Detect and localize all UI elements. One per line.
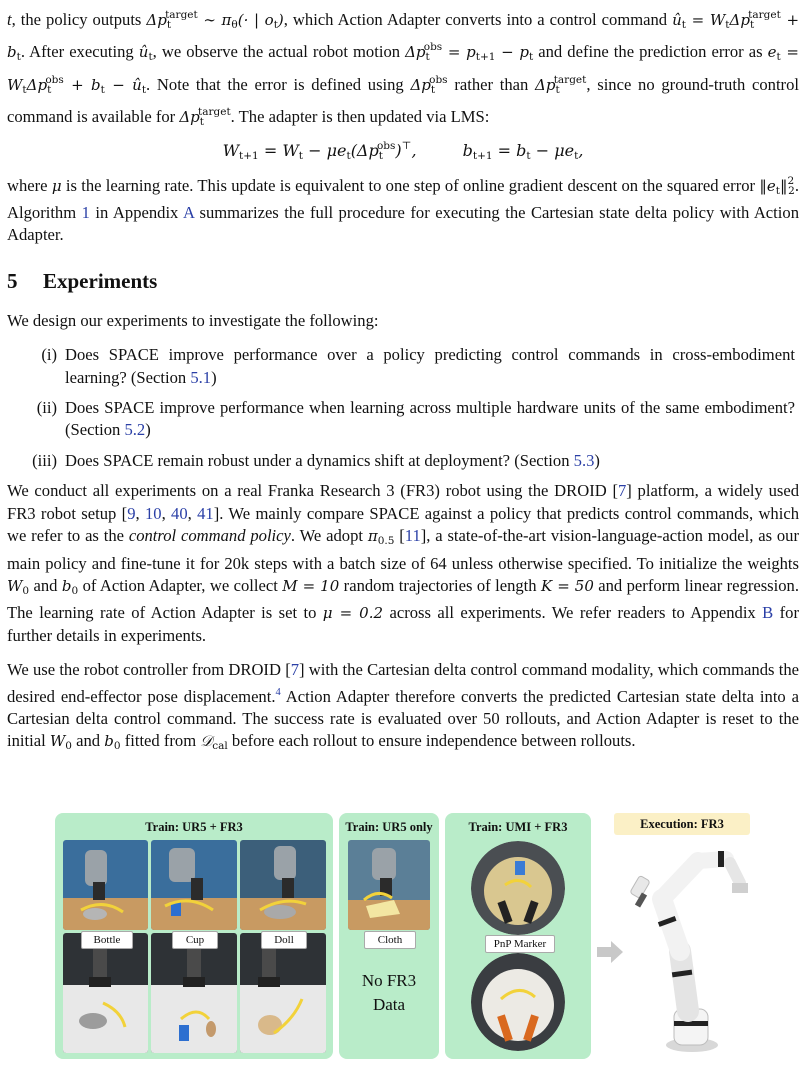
text-run: , since no ground-truth control command is available for	[7, 74, 799, 127]
panel-title: Train: UR5 only	[345, 820, 433, 834]
photo-fr3-fisheye	[471, 953, 565, 1051]
math-inline: μ	[51, 176, 62, 195]
text-run: We conduct all experiments on a real Franka Research 3 (FR3) robot using the DROID [	[7, 481, 618, 501]
paragraph-intro: We design our experiments to investigate the following:	[7, 310, 379, 330]
question-text	[65, 344, 799, 389]
citation-link[interactable]: 9	[127, 503, 136, 523]
text-run: ] with the Cartesian delta control command modality, which commands the desired end-effector pose displacement.	[7, 660, 799, 706]
question-item	[7, 397, 799, 442]
section-heading	[7, 269, 799, 294]
paragraph-adapter-update	[7, 4, 799, 134]
math-inline: $b_0$	[61, 576, 79, 597]
text-run: is the learning rate. This update is equivalent to one step of online gradient descent on the squared error	[61, 175, 760, 195]
fr3-robot-illustration	[622, 839, 762, 1055]
emphasis-text: control command policy	[128, 526, 291, 546]
panel-title: Train: UR5 + FR3	[145, 820, 243, 834]
citation-link[interactable]: 7	[290, 660, 300, 680]
footnote-link[interactable]: 4	[275, 686, 281, 698]
citation-link[interactable]: 10	[144, 503, 162, 523]
text-run: for further details in experiments.	[7, 603, 799, 645]
math-inline: μ = 0.2	[322, 604, 384, 623]
panel-train-ur5-fr3	[55, 813, 333, 1059]
math-inline: $‖e_t‖^2_2$	[759, 174, 795, 197]
no-fr3-data-text	[339, 969, 439, 1017]
text-run: )	[211, 367, 217, 387]
text-run: Does SPACE improve performance over a policy predicting control commands in cross-embodiment learning? (Section	[65, 345, 795, 387]
photo-fr3-cup	[151, 933, 237, 1053]
arrow-right-icon	[597, 941, 623, 963]
citation-link[interactable]: 41	[197, 503, 214, 523]
text-run: and define the prediction error as	[538, 42, 768, 62]
label-cup: Cup	[172, 931, 218, 949]
panel-title: Train: UMI + FR3	[468, 820, 568, 834]
question-item	[7, 450, 799, 472]
no-fr3-line: Data	[372, 995, 406, 1014]
paper-page	[7, 4, 799, 758]
question-number: (iii)	[32, 450, 57, 470]
no-fr3-line: No FR3	[361, 971, 417, 990]
question-number: (ii)	[36, 398, 57, 418]
photo-fr3-bottle	[63, 933, 148, 1053]
label-doll: Doll	[261, 931, 307, 949]
appendix-link[interactable]: B	[762, 603, 774, 623]
paragraph-controller	[7, 659, 799, 758]
math-inline: $û_t$	[138, 43, 153, 64]
lms-update-equation: $W_{t+1} = W_t - \mu e_t(\Delta p_t^{obs})^⊤$, $b_{t+1} = b_t - \mu e_t$,	[222, 139, 584, 162]
section-title: Experiments	[43, 268, 158, 293]
math-inline: $û_t = W_t\Delta p_t^{target} + b_t$	[7, 9, 800, 64]
text-run: random trajectories of length	[339, 575, 541, 595]
text-run: )	[145, 420, 151, 440]
text-run: [	[394, 526, 405, 546]
text-run: fitted from	[120, 731, 201, 751]
paragraph-setup: We conduct all experiments on a real Franka Research 3 (FR3) robot using the DROID [7] platform, a widely used FR3 robot setup [9, 10, 40, 41]. We mainly compare SPACE against a policy that predicts control commands, which we refer to as the control command policy. We adopt $\pi_{0.5}$ [11], a state-of-the-art vision-language-action model, as our main policy and fine-tune it for 20k steps with a batch size of 64 unless otherwise specified. To initialize the weights $W_0$ and $b_0$ of Action Adapter, we collect M = 10 random trajectories of length K = 50 and perform linear regression. The learning rate of Action Adapter is set to μ = 0.2 across all experiments. We refer readers to Appendix B for further details in experiments.	[7, 481, 800, 645]
text-run: ]. We mainly compare SPACE against a policy that predicts control commands, which we refer to as the	[7, 503, 799, 546]
photo-umi-fisheye	[471, 841, 565, 935]
math-inline: $b_0$	[104, 732, 121, 753]
text-run: . We adopt	[290, 526, 368, 546]
photo-ur5-doll	[240, 840, 326, 930]
text-run: Action Adapter therefore converts the predicted Cartesian state delta into a Cartesian delta control command. The success rate is evaluated over 50 rollouts, and Action Adapter is reset to the initial	[7, 686, 799, 751]
photo-ur5-bottle	[63, 840, 148, 930]
text-run: across all experiments. We refer readers to Appendix	[383, 603, 763, 623]
text-run: and	[71, 731, 105, 751]
math-inline: $e_t = W_t\Delta p_t^{obs} + b_t$ − $û_t$	[7, 43, 799, 96]
photo-ur5-cup	[151, 840, 237, 930]
text-run: )	[594, 450, 600, 470]
text-run: ], a state-of-the-art vision-language-action model, as our main policy and fine-tune it for 20k steps with a batch size of 64 unless otherwise specified. To initialize the weights	[7, 526, 800, 573]
math-inline: $\Delta p_t^{obs}$	[410, 73, 448, 96]
citation-link[interactable]: 40	[171, 503, 188, 523]
text-run: of Action Adapter, we collect	[78, 575, 283, 595]
section-link[interactable]: 5.3	[573, 450, 595, 470]
panel-train-umi-fr3	[445, 813, 591, 1059]
text-run: , the policy outputs	[11, 10, 147, 29]
math-inline: $\Delta p_t^{target}$	[535, 73, 587, 96]
text-run: and perform linear regression. The learning rate of Action Adapter is set to	[7, 575, 799, 623]
math-inline: M = 10	[282, 576, 340, 595]
question-number: (i)	[41, 345, 57, 365]
math-inline: $\Delta p_t^{obs} = p_{t+1} - p_t$	[405, 41, 534, 64]
question-item	[7, 344, 799, 389]
text-run: . Algorithm	[7, 175, 799, 223]
text-run: . The adapter is	[230, 107, 333, 127]
math-inline: $\Delta p_t^{target}$ ∼ $\pi_\theta(\cdot$ | $o_t$)	[146, 9, 284, 31]
text-run: Does SPACE remain robust under a dynamics shift at deployment? (Section	[65, 450, 574, 470]
text-run: t	[7, 10, 12, 29]
algorithm-link[interactable]: 1	[81, 203, 90, 223]
text-run: summarizes the full procedure for executing the Cartesian state delta policy with Action Adapter.	[7, 203, 799, 245]
citation-link[interactable]: 11	[404, 526, 421, 546]
question-text	[65, 450, 799, 472]
text-run: Does SPACE improve performance when learning across multiple hardware units of the same embodiment? (Section	[65, 398, 795, 440]
citation-link[interactable]: 7	[617, 481, 627, 501]
text-run: , we observe the actual robot motion	[152, 42, 406, 62]
text-run: in Appendix	[89, 203, 183, 223]
text-run: . Note that the error is defined using	[146, 74, 411, 94]
math-inline: 𝒟$_{cal}$	[200, 732, 228, 753]
text-run: rather than	[454, 74, 536, 94]
text-run: , which Action Adapter converts into a control command	[283, 10, 668, 29]
text-run: and	[29, 575, 62, 595]
paragraph-learning-rate	[7, 170, 799, 247]
section-link[interactable]: 5.1	[190, 367, 212, 387]
text-run: ] platform, a widely used FR3 robot setup [	[7, 481, 799, 523]
math-inline: K = 50	[540, 576, 594, 595]
text-run: . After executing	[20, 42, 139, 62]
label-cloth: Cloth	[364, 931, 416, 949]
photo-ur5-cloth	[348, 840, 430, 930]
text-run: then updated via LMS:	[336, 107, 490, 127]
panel-train-ur5-only	[339, 813, 439, 1059]
text-run: We use the robot controller from DROID [	[7, 660, 291, 680]
label-pnp-marker: PnP Marker	[485, 935, 555, 953]
math-inline: $\pi_{0.5}$	[367, 527, 395, 548]
label-bottle: Bottle	[81, 931, 133, 949]
text-run: where	[7, 175, 52, 195]
math-inline: $W_0$	[7, 576, 30, 597]
photo-fr3-doll	[240, 933, 326, 1053]
experiment-setup-figure	[0, 813, 805, 1063]
math-inline: $\Delta p_t^{target}$	[179, 106, 231, 129]
question-text	[65, 397, 799, 442]
research-questions	[7, 344, 799, 472]
execution-title: Execution: FR3	[614, 813, 750, 835]
appendix-link[interactable]: A	[182, 203, 195, 223]
section-number: 5	[7, 268, 18, 293]
section-link[interactable]: 5.2	[124, 420, 146, 440]
math-inline: $W_0$	[49, 732, 72, 753]
text-run: before each rollout to ensure independence between rollouts.	[227, 731, 636, 751]
